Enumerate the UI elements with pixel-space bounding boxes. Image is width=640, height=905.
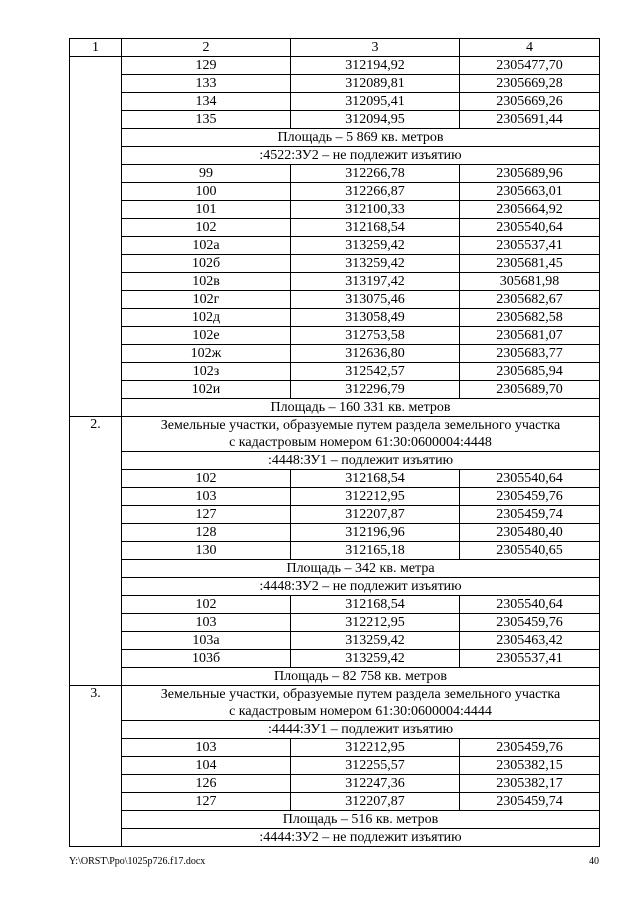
table-row xyxy=(70,237,600,255)
coord-x: 313259,42 xyxy=(291,650,460,668)
point-number: 103 xyxy=(122,739,291,757)
point-number: 134 xyxy=(122,93,291,111)
coord-x: 312168,54 xyxy=(291,219,460,237)
coord-x: 312207,87 xyxy=(291,793,460,811)
point-number: 102б xyxy=(122,255,291,273)
coord-y: 2305664,92 xyxy=(460,201,600,219)
section-title-line: Земельные участки, образуемые путем раздела земельного участка xyxy=(160,418,561,433)
point-number: 103 xyxy=(122,488,291,506)
point-number: 101 xyxy=(122,201,291,219)
table-row xyxy=(70,381,600,399)
point-number: 99 xyxy=(122,165,291,183)
table-caption-row xyxy=(70,560,600,578)
table-row xyxy=(70,488,600,506)
point-number: 102г xyxy=(122,291,291,309)
point-number: 129 xyxy=(122,57,291,75)
table-row xyxy=(70,219,600,237)
table-row xyxy=(70,757,600,775)
coord-y: 2305540,64 xyxy=(460,470,600,488)
table-caption-row xyxy=(70,829,600,847)
section-title-line: с кадастровым номером 61:30:0600004:4444 xyxy=(229,704,492,719)
footer-page-number: 40 xyxy=(589,856,599,867)
caption-text: :4448:ЗУ2 – не подлежит изъятию xyxy=(122,578,600,596)
table-row xyxy=(70,506,600,524)
point-number: 133 xyxy=(122,75,291,93)
table-row xyxy=(70,309,600,327)
coord-x: 313197,42 xyxy=(291,273,460,291)
caption-text: Площадь – 160 331 кв. метров xyxy=(122,399,600,417)
point-number: 130 xyxy=(122,542,291,560)
caption-text: Площадь – 82 758 кв. метров xyxy=(122,668,600,686)
coord-y: 2305669,28 xyxy=(460,75,600,93)
coord-x: 312212,95 xyxy=(291,614,460,632)
coord-x: 312168,54 xyxy=(291,470,460,488)
coord-x: 312165,18 xyxy=(291,542,460,560)
coord-y: 2305459,74 xyxy=(460,793,600,811)
coord-y: 2305540,64 xyxy=(460,596,600,614)
section-number xyxy=(70,57,122,417)
table-row xyxy=(70,524,600,542)
point-number: 100 xyxy=(122,183,291,201)
coord-x: 312089,81 xyxy=(291,75,460,93)
coord-x: 312753,58 xyxy=(291,327,460,345)
table-row xyxy=(70,632,600,650)
point-number: 135 xyxy=(122,111,291,129)
coord-x: 312194,92 xyxy=(291,57,460,75)
coord-x: 312196,96 xyxy=(291,524,460,542)
coord-y: 2305459,76 xyxy=(460,614,600,632)
point-number: 103а xyxy=(122,632,291,650)
coord-x: 312636,80 xyxy=(291,345,460,363)
table-row xyxy=(70,327,600,345)
column-header: 2 xyxy=(122,39,291,57)
coord-x: 313259,42 xyxy=(291,255,460,273)
coord-x: 313058,49 xyxy=(291,309,460,327)
point-number: 102 xyxy=(122,470,291,488)
coord-y: 2305663,01 xyxy=(460,183,600,201)
point-number: 127 xyxy=(122,506,291,524)
table-caption-row xyxy=(70,129,600,147)
coord-x: 312266,87 xyxy=(291,183,460,201)
table-row xyxy=(70,775,600,793)
coord-y: 2305681,07 xyxy=(460,327,600,345)
coord-y: 2305477,70 xyxy=(460,57,600,75)
table-row xyxy=(70,273,600,291)
table-row xyxy=(70,201,600,219)
table-row xyxy=(70,363,600,381)
coord-y: 2305540,65 xyxy=(460,542,600,560)
coord-y: 2305689,70 xyxy=(460,381,600,399)
table-row xyxy=(70,255,600,273)
section-title-line: с кадастровым номером 61:30:0600004:4448 xyxy=(229,435,492,450)
coord-x: 312212,95 xyxy=(291,488,460,506)
coord-x: 312542,57 xyxy=(291,363,460,381)
section-title xyxy=(122,417,600,452)
point-number: 102и xyxy=(122,381,291,399)
caption-text: Площадь – 5 869 кв. метров xyxy=(122,129,600,147)
coordinates-table xyxy=(69,38,600,847)
coord-y: 2305537,41 xyxy=(460,237,600,255)
coord-x: 312100,33 xyxy=(291,201,460,219)
coord-x: 312207,87 xyxy=(291,506,460,524)
table-caption-row xyxy=(70,399,600,417)
table-caption-row xyxy=(70,811,600,829)
table-caption-row xyxy=(70,668,600,686)
table-row xyxy=(70,614,600,632)
coord-y: 2305540,64 xyxy=(460,219,600,237)
table-row xyxy=(70,650,600,668)
coord-y: 305681,98 xyxy=(460,273,600,291)
point-number: 103 xyxy=(122,614,291,632)
table-header-row xyxy=(70,39,600,57)
table-caption-row xyxy=(70,452,600,470)
point-number: 126 xyxy=(122,775,291,793)
coord-y: 2305691,44 xyxy=(460,111,600,129)
caption-text: Площадь – 516 кв. метров xyxy=(122,811,600,829)
column-header: 3 xyxy=(291,39,460,57)
table-row xyxy=(70,183,600,201)
table-caption-row xyxy=(70,578,600,596)
table-row xyxy=(70,345,600,363)
coord-y: 2305480,40 xyxy=(460,524,600,542)
column-header: 1 xyxy=(70,39,122,57)
table-row xyxy=(70,739,600,757)
table-row xyxy=(70,470,600,488)
coord-x: 312094,95 xyxy=(291,111,460,129)
coord-y: 2305669,26 xyxy=(460,93,600,111)
table-row xyxy=(70,75,600,93)
section-title-row xyxy=(70,417,600,452)
table-caption-row xyxy=(70,721,600,739)
point-number: 102в xyxy=(122,273,291,291)
coord-x: 312095,41 xyxy=(291,93,460,111)
point-number: 102д xyxy=(122,309,291,327)
table-body xyxy=(70,39,600,847)
coord-y: 2305682,67 xyxy=(460,291,600,309)
table-row xyxy=(70,542,600,560)
coord-y: 2305683,77 xyxy=(460,345,600,363)
point-number: 103б xyxy=(122,650,291,668)
column-header: 4 xyxy=(460,39,600,57)
coord-y: 2305682,58 xyxy=(460,309,600,327)
table-row xyxy=(70,57,600,75)
table-row xyxy=(70,93,600,111)
caption-text: :4444:ЗУ1 – подлежит изъятию xyxy=(122,721,600,739)
coord-y: 2305382,15 xyxy=(460,757,600,775)
section-title-row xyxy=(70,686,600,721)
coord-x: 312296,79 xyxy=(291,381,460,399)
coord-y: 2305685,94 xyxy=(460,363,600,381)
coord-y: 2305537,41 xyxy=(460,650,600,668)
coord-x: 312212,95 xyxy=(291,739,460,757)
coord-x: 313075,46 xyxy=(291,291,460,309)
section-number: 2. xyxy=(70,417,122,686)
coord-x: 312255,57 xyxy=(291,757,460,775)
section-title-line: Земельные участки, образуемые путем раздела земельного участка xyxy=(160,687,561,702)
coord-x: 313259,42 xyxy=(291,237,460,255)
table-row xyxy=(70,111,600,129)
point-number: 104 xyxy=(122,757,291,775)
table-row xyxy=(70,291,600,309)
caption-text: :4522:ЗУ2 – не подлежит изъятию xyxy=(122,147,600,165)
caption-text: Площадь – 342 кв. метра xyxy=(122,560,600,578)
coord-x: 313259,42 xyxy=(291,632,460,650)
coord-x: 312168,54 xyxy=(291,596,460,614)
caption-text: :4448:ЗУ1 – подлежит изъятию xyxy=(122,452,600,470)
point-number: 102е xyxy=(122,327,291,345)
footer-file-path: Y:\ORST\Ppo\1025p726.f17.docx xyxy=(69,856,206,867)
point-number: 102а xyxy=(122,237,291,255)
caption-text: :4444:ЗУ2 – не подлежит изъятию xyxy=(122,829,600,847)
section-number: 3. xyxy=(70,686,122,847)
table-caption-row xyxy=(70,147,600,165)
coord-y: 2305681,45 xyxy=(460,255,600,273)
coord-y: 2305459,74 xyxy=(460,506,600,524)
coord-x: 312266,78 xyxy=(291,165,460,183)
section-title xyxy=(122,686,600,721)
point-number: 102 xyxy=(122,596,291,614)
table-row xyxy=(70,165,600,183)
coord-y: 2305382,17 xyxy=(460,775,600,793)
point-number: 102 xyxy=(122,219,291,237)
point-number: 127 xyxy=(122,793,291,811)
point-number: 102з xyxy=(122,363,291,381)
coord-y: 2305689,96 xyxy=(460,165,600,183)
coord-y: 2305459,76 xyxy=(460,488,600,506)
table-row xyxy=(70,596,600,614)
coord-x: 312247,36 xyxy=(291,775,460,793)
point-number: 102ж xyxy=(122,345,291,363)
table-row xyxy=(70,793,600,811)
coord-y: 2305459,76 xyxy=(460,739,600,757)
coord-y: 2305463,42 xyxy=(460,632,600,650)
point-number: 128 xyxy=(122,524,291,542)
